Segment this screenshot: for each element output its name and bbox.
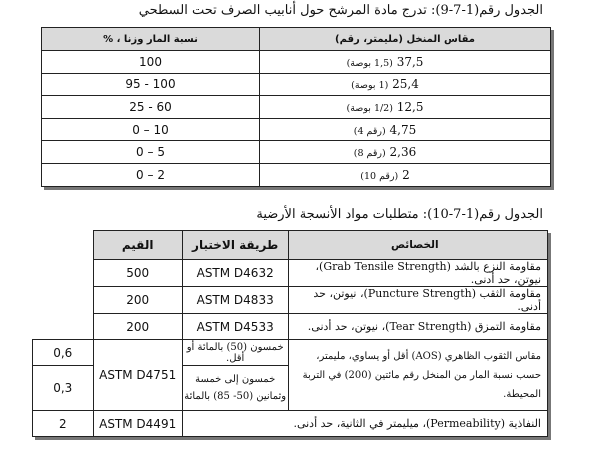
- property-cell: مقاومة التمزق (Tear Strength)، نيوتن، حد أدنى.: [288, 314, 547, 340]
- table1-caption: الجدول رقم(1-7-9): تدرج مادة المرشح حول أنابيب الصرف تحت السطحي: [138, 3, 543, 18]
- sieve-size-note: (1 بوصة): [351, 80, 389, 92]
- table-row: [33, 411, 548, 437]
- passing-cell: 2 – 0: [42, 163, 260, 186]
- aos-condition-cell: خمسون إلى خمسة وثمانين (50- 85) بالمائة: [182, 366, 288, 411]
- header-passing-percent: نسبة المار وزنا ، %: [42, 28, 260, 51]
- table-header-row: [33, 231, 548, 260]
- value-cell: 0,6: [33, 340, 94, 366]
- header-test-method: طريقة الاختبار: [182, 231, 288, 260]
- sieve-size-note: (1,5 بوصة): [346, 57, 393, 69]
- value-cell: 200: [93, 314, 182, 340]
- table-row: [42, 51, 551, 74]
- sieve-size-cell: [260, 141, 551, 164]
- aos-property-cell: مقاس الثقوب الظاهري (AOS) أقل أو يساوي، مليمتر، حسب نسبة المار من المنخل رقم مائتين (200) في التربة المحيطة.: [288, 340, 547, 411]
- sieve-size-value: 4,75: [389, 122, 417, 137]
- property-cell: مقاومة النزع بالشد (Grab Tensile Strength)، نيوتن، حد أدنى.: [288, 260, 547, 287]
- method-cell: ASTM D4833: [182, 287, 288, 314]
- passing-cell: 5 – 0: [42, 141, 260, 164]
- table-header-row: [42, 28, 551, 51]
- value-cell: 500: [93, 260, 182, 287]
- sieve-gradation-table: [41, 27, 551, 187]
- method-cell: ASTM D4491: [93, 411, 182, 437]
- passing-cell: 10 – 0: [42, 118, 260, 141]
- table-row: [42, 163, 551, 186]
- sieve-size-cell: [260, 96, 551, 119]
- sieve-size-value: 37,5: [396, 54, 424, 69]
- geotextile-requirements-table: [32, 230, 548, 437]
- table-row: [42, 141, 551, 164]
- value-cell: 200: [93, 287, 182, 314]
- sieve-size-note: (1/2 بوصة): [346, 102, 393, 114]
- sieve-size-note: (رقم 10): [360, 170, 399, 182]
- value-cell: 2: [33, 411, 94, 437]
- table-row: [33, 340, 548, 366]
- table-row: [42, 96, 551, 119]
- sieve-size-cell: [260, 118, 551, 141]
- sieve-size-value: 25,4: [392, 77, 419, 92]
- sieve-size-cell: [260, 51, 551, 74]
- sieve-size-value: 12,5: [396, 99, 424, 114]
- table2-caption: الجدول رقم(1-7-10): متطلبات مواد الأنسجة الأرضية: [256, 207, 543, 222]
- sieve-size-note: (رقم 8): [353, 148, 386, 160]
- method-cell: ASTM D4751: [93, 340, 182, 411]
- table-row: [33, 314, 548, 340]
- aos-condition-cell: خمسون (50) بالمائة أو أقل.: [182, 340, 288, 366]
- method-cell: ASTM D4533: [182, 314, 288, 340]
- sieve-size-value: 2: [402, 167, 410, 182]
- sieve-size-value: 2,36: [389, 145, 417, 160]
- passing-cell: 100: [42, 51, 260, 74]
- sieve-size-cell: [260, 163, 551, 186]
- table-row: [33, 260, 548, 287]
- passing-cell: 100 - 95: [42, 73, 260, 96]
- property-cell: النفاذية (Permeability)، ميليمتر في الثانية، حد أدنى.: [182, 411, 547, 437]
- header-sieve-size: مقاس المنخل (مليمتر، رقم): [260, 28, 551, 51]
- table-row: [42, 118, 551, 141]
- table-row: [42, 73, 551, 96]
- header-values: القيم: [93, 231, 182, 260]
- table-row: [33, 287, 548, 314]
- method-cell: ASTM D4632: [182, 260, 288, 287]
- passing-cell: 60 - 25: [42, 96, 260, 119]
- sieve-size-note: (رقم 4): [353, 125, 386, 137]
- header-properties: الخصائص: [288, 231, 547, 260]
- value-cell: 0,3: [33, 366, 94, 411]
- sieve-size-cell: [260, 73, 551, 96]
- property-cell: مقاومة الثقب (Puncture Strength)، نيوتن، حد أدنى.: [288, 287, 547, 314]
